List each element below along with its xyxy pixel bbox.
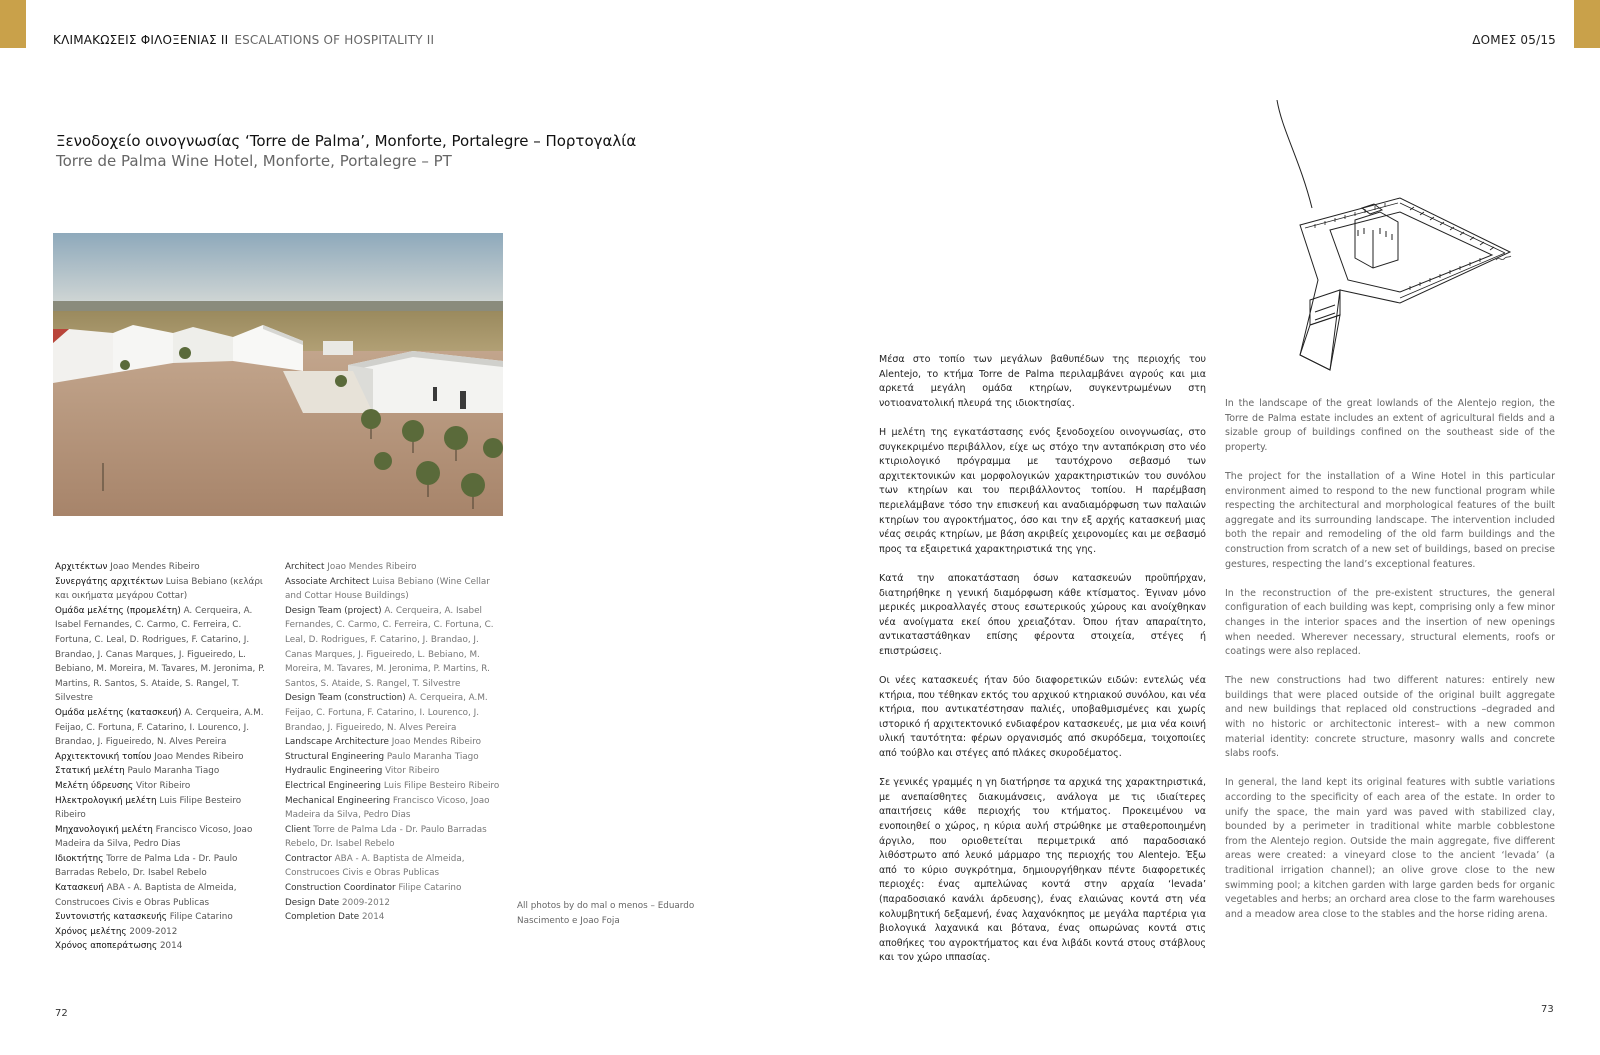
- credit-line: Συνεργάτης αρχιτέκτων Luisa Bebiano (κελάρι και οικήματα μεγάρου Cottar): [55, 576, 263, 602]
- credits-english: [285, 560, 500, 925]
- credit-line: Landscape Architecture Joao Mendes Ribeiro: [285, 737, 482, 748]
- paragraph: In the landscape of the great lowlands of the Alentejo region, the Torre de Palma estate includes an extent of agricultural fields and a sizable group of buildings confined on the southeast side of the property.: [1225, 398, 1555, 453]
- axonometric-sketch: [1270, 100, 1520, 385]
- paragraph: Σε γενικές γραμμές η γη διατήρησε τα αρχικά της χαρακτηριστικά, με ανεπαίσθητες διακυμάνσεις, ανάλογα με τις ιδιαίτερες απαιτήσεις κάθε περιοχής του κτήματος. Προκειμένου να ενοποιηθεί ο χώρος, η κύρια αυλή στρώθηκε με σταθεροποιημένη άργιλο, που οριοθετείται περιμετρικά από παραδοσιακό λιθόστρωτο από λευκό μάρμαρο της περιοχής του Alentejo. Έξω από το κύριο συγκρότημα, δημιουργήθηκαν πέντε διαφορετικές περιοχές: ένας αμπελώνας κοντά στην αρχαία ‘levada’ (παραδοσιακό κανάλι άρδευσης), ένας ελαιώνας κοντά στη νέα κολυμβητική δεξαμενή, ένας λαχανόκηπος με μεγάλα παρτέρια για βιολογικά λαχανικά και βότανα, ένας οπωρώνας κοντά στις αποθήκες του αγροκτήματος και ένα λιβάδι κοντά στους στάβλους και τον χώρο ιππασίας.: [879, 777, 1206, 964]
- credit-line: Mechanical Engineering Francisco Vicoso, Joao Madeira da Silva, Pedro Dias: [285, 795, 490, 821]
- corner-tab-left: [0, 0, 26, 48]
- paragraph: The new constructions had two different natures: entirely new buildings that were placed outside of the original built aggregate and new buildings that replaced old constructions –degraded and with no historic or architectonic interest– with a new common material identity: concrete structure, masonry walls and concrete slabs roofs.: [1225, 675, 1555, 760]
- credit-line: Construction Coordinator Filipe Catarino: [285, 883, 462, 894]
- credits-greek: [55, 560, 270, 954]
- credit-line: Contractor ABA - A. Baptista de Almeida, Construcoes Civis e Obras Publicas: [285, 853, 465, 879]
- paragraph: In the reconstruction of the pre-existent structures, the general configuration of each building was kept, comprising only a few minor changes in the interior spaces and the insertion of new openings when needed. Wherever necessary, structural elements, roofs or coatings were also replaced.: [1225, 587, 1555, 658]
- credit-line: Design Date 2009-2012: [285, 897, 390, 908]
- paragraph: Οι νέες κατασκευές ήταν δύο διαφορετικών ειδών: εντελώς νέα κτήρια, που τέθηκαν εκτός του αρχικού κτηριακού συνόλου, και νέα κτήρια, που αντικατέστησαν παλιές, υποβαθμισμένες και χωρίς ιστορικό ή αρχιτεκτονικό ενδιαφέρον κατασκευές, με μια νέα κοινή υλική ταυτότητα: φέρων οργανισμός από σκυρόδεμα, τοιχοποιίες από τούβλο και στέγες από πλάκες σκυροδέματος.: [879, 675, 1206, 760]
- paragraph: Κατά την αποκατάσταση όσων κατασκευών προϋπήρχαν, διατηρήθηκε η γενική διαμόρφωση κάθε κτίσματος. Έγιναν μόνο μερικές μικροαλλαγές στους εσωτερικούς χώρους και ανοίχθηκαν νέα ανοίγματα εκεί όπου χρειαζόταν. Όπου ήταν απαραίτητο, αντικαταστάθηκαν επίσης φέροντα στοιχεία, στέγες ή επιστρώσεις.: [879, 572, 1206, 657]
- credit-line: Design Team (project) A. Cerqueira, A. Isabel Fernandes, C. Carmo, C. Ferreira, C. Fortuna, C. Leal, D. Rodrigues, F. Catarino, J. Brandao, J. Canas Marques, J. Figueiredo, L. Bebiano, M. Moreira, M. Tavares, M. Jeronima, P. Martins, R. Santos, S. Ataide, S. Rangel, T. Silvestre: [285, 605, 494, 689]
- paragraph: Η μελέτη της εγκατάστασης ενός ξενοδοχείου οινογνωσίας, στο συγκεκριμένο περιβάλλον, είχε ως στόχο την ανταπόκριση στο νέο κτιριολογικό πρόγραμμα με ταυτόχρονο σεβασμό των αρχιτεκτονικών και μορφολογικών χαρακτηριστικών του συνόλου των κτηρίων και του περιβάλλοντος τοπίου. Η παρέμβαση περιελάμβανε τόσο την επισκευή και αναδιαμόρφωση των παλαιών κτηρίων του αγροκτήματος, όσο και την εξ αρχής κατασκευή μιας νέας σειράς κτηρίων, με βάση ακριβείς χειρονομίες και με σεβασμό προς τα εξαιρετικά χαρακτηριστικά της γης.: [879, 426, 1206, 555]
- running-header-left: [53, 33, 434, 47]
- credit-line: Architect Joao Mendes Ribeiro: [285, 562, 417, 572]
- credit-line: Design Team (construction) A. Cerqueira, A.M. Feijao, C. Fortuna, F. Catarino, I. Lourenco, J. Brandao, J. Figueiredo, N. Alves Pereira: [285, 693, 488, 733]
- credit-line: Χρόνος αποπεράτωσης 2014: [55, 941, 183, 952]
- credit-line: Χρόνος μελέτης 2009-2012: [55, 926, 178, 937]
- credit-line: Μελέτη ύδρευσης Vitor Ribeiro: [55, 780, 191, 791]
- credit-line: Ομάδα μελέτης (προμελέτη) A. Cerqueira, A. Isabel Fernandes, C. Carmo, C. Ferreira, C. Fortuna, C. Leal, D. Rodrigues, F. Catarino, J. Brandao, J. Canas Marques, J. Figueiredo, L. Bebiano, M. Moreira, M. Tavares, M. Jeronima, P. Martins, R. Santos, S. Ataide, S. Rangel, T. Silvestre: [55, 605, 265, 704]
- body-text-english: [1225, 397, 1555, 937]
- running-header-english: ESCALATIONS OF HOSPITALITY II: [234, 33, 435, 47]
- paragraph: Μέσα στο τοπίο των μεγάλων βαθυπέδων της περιοχής του Alentejo, το κτήμα Torre de Palma περιλαμβάνει αγρούς και μια αρκετά μεγάλη ομάδα κτηρίων, συγκεντρωμένων στη νοτιοανατολική πλευρά της ιδιοκτησίας.: [879, 354, 1206, 409]
- credit-line: Μηχανολογική μελέτη Francisco Vicoso, Joao Madeira da Silva, Pedro Dias: [55, 824, 253, 850]
- article-title-greek: Ξενοδοχείο οινογνωσίας ‘Torre de Palma’, Monforte, Portalegre – Πορτογαλία: [56, 132, 637, 150]
- credit-line: Hydraulic Engineering Vitor Ribeiro: [285, 766, 440, 777]
- running-header-right: ΔΟΜΕΣ 05/15: [1472, 33, 1556, 47]
- running-header-greek: ΚΛΙΜΑΚΩΣΕΙΣ ΦΙΛΟΞΕΝΙΑΣ II: [53, 33, 229, 47]
- paragraph: In general, the land kept its original features with subtle variations according to the specificity of each area of the estate. In order to unify the space, the main yard was paved with stabilized clay, bounded by a perimeter in traditional white marble cobblestone from the Alentejo region. Outside the main aggregate, five different areas were created: a vineyard close to the ancient ‘levada’ (a traditional irrigation channel); an olive grove close to the new swimming pool; a kitchen garden with large garden beds for organic vegetables and herbs; an orchard area close to the farm warehouses and a meadow area close to the stables and the horse riding arena.: [1225, 777, 1555, 920]
- corner-tab-right: [1574, 0, 1600, 48]
- credit-line: Αρχιτεκτονική τοπίου Joao Mendes Ribeiro: [55, 751, 244, 762]
- page-number-left: 72: [55, 1008, 68, 1019]
- credit-line: Electrical Engineering Luis Filipe Besteiro Ribeiro: [285, 780, 500, 791]
- page-number-right: 73: [1541, 1004, 1554, 1015]
- hotel-photo: [53, 233, 503, 516]
- photo-caption: All photos by do mal o menos – Eduardo Nascimento e Joao Foja: [517, 901, 695, 926]
- body-text-greek: [879, 353, 1206, 981]
- credit-line: Structural Engineering Paulo Maranha Tiago: [285, 751, 479, 762]
- credit-line: Κατασκευή ABA - A. Baptista de Almeida, Construcoes Civis e Obras Publicas: [55, 883, 237, 908]
- paragraph: The project for the installation of a Wine Hotel in this particular environment aimed to respond to the new functional program while respecting the architectural and morphological features of the built aggregate and its surrounding landscape. The intervention included both the repair and remodeling of the old farm buildings and the construction from scratch of a new set of buildings, based on precise gestures, respecting the land’s exceptional features.: [1225, 470, 1555, 570]
- credit-line: Ιδιοκτήτης Torre de Palma Lda - Dr. Paulo Barradas Rebelo, Dr. Isabel Rebelo: [55, 853, 238, 879]
- credit-line: Completion Date 2014: [285, 912, 385, 923]
- credit-line: Client Torre de Palma Lda - Dr. Paulo Barradas Rebelo, Dr. Isabel Rebelo: [285, 824, 487, 850]
- credit-line: Ομάδα μελέτης (κατασκευή) A. Cerqueira, A.M. Feijao, C. Fortuna, F. Catarino, I. Lourenco, J. Brandao, J. Figueiredo, N. Alves Pereira: [55, 707, 264, 748]
- credit-line: Αρχιτέκτων Joao Mendes Ribeiro: [55, 562, 200, 572]
- credit-line: Ηλεκτρολογική μελέτη Luis Filipe Besteiro Ribeiro: [55, 795, 242, 821]
- article-title-english: Torre de Palma Wine Hotel, Monforte, Portalegre – PT: [56, 152, 452, 170]
- credit-line: Στατική μελέτη Paulo Maranha Tiago: [55, 766, 220, 777]
- credit-line: Συντονιστής κατασκευής Filipe Catarino: [55, 912, 233, 923]
- credit-line: Associate Architect Luisa Bebiano (Wine Cellar and Cottar House Buildings): [285, 576, 490, 602]
